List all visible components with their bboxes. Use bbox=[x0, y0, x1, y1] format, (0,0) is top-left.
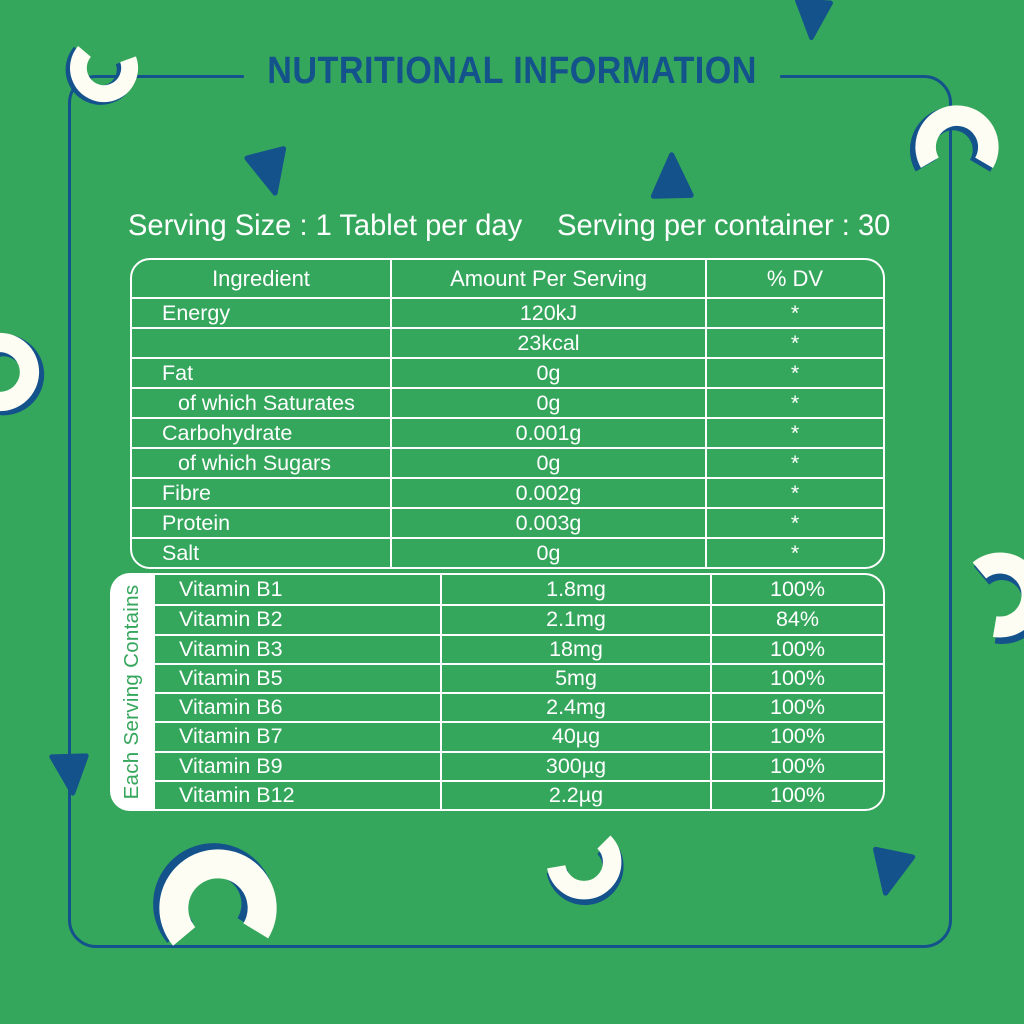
header-amount: Amount Per Serving bbox=[392, 260, 707, 297]
vitamin-name-cell: Vitamin B9 bbox=[155, 751, 442, 780]
vitamin-amount-cell: 2.2µg bbox=[442, 780, 712, 809]
amount-cell: 0g bbox=[392, 387, 707, 417]
each-serving-contains-strip bbox=[110, 573, 153, 811]
vitamin-amount-cell: 2.4mg bbox=[442, 692, 712, 721]
nutrition-table bbox=[130, 258, 885, 569]
ingredient-cell: of which Sugars bbox=[132, 447, 392, 477]
vitamin-dv-cell: 100% bbox=[712, 692, 883, 721]
vitamin-dv-cell: 100% bbox=[712, 780, 883, 809]
vitamin-dv-cell: 84% bbox=[712, 604, 883, 633]
amount-cell: 0.002g bbox=[392, 477, 707, 507]
ingredient-cell: Fat bbox=[132, 357, 392, 387]
vitamin-amount-cell: 40µg bbox=[442, 721, 712, 750]
vitamin-dv-cell: 100% bbox=[712, 721, 883, 750]
serving-container-label: Serving per container : 30 bbox=[557, 209, 891, 242]
vitamin-dv-cell: 100% bbox=[770, 577, 825, 602]
vitamin-amount-cell: 1.8mg bbox=[442, 575, 712, 604]
serving-size-label: Serving Size : 1 Tablet per day bbox=[128, 209, 523, 242]
vitamin-amount-cell: 2.1mg bbox=[442, 604, 712, 633]
dv-cell: * bbox=[707, 357, 883, 387]
dv-cell: * bbox=[707, 297, 883, 327]
each-serving-contains-label: Each Serving Contains bbox=[119, 584, 143, 800]
dv-cell: * bbox=[707, 447, 883, 477]
amount-cell: 0g bbox=[392, 357, 707, 387]
ingredient-cell: Salt bbox=[132, 537, 392, 567]
dv-cell: * bbox=[707, 327, 883, 357]
ingredient-cell: of which Saturates bbox=[132, 387, 392, 417]
ingredient-cell: Fibre bbox=[132, 477, 392, 507]
vitamin-amount-cell: 5mg bbox=[442, 663, 712, 692]
ingredient-cell: Protein bbox=[132, 507, 392, 537]
header-ingredient: Ingredient bbox=[132, 260, 392, 297]
vitamin-name-cell: Vitamin B12 bbox=[155, 780, 442, 809]
ingredient-cell bbox=[132, 327, 392, 357]
dv-cell: * bbox=[707, 417, 883, 447]
serving-info bbox=[128, 209, 933, 243]
amount-cell: 0g bbox=[392, 537, 707, 567]
amount-cell: 23kcal bbox=[392, 327, 707, 357]
vitamin-name-cell: Vitamin B6 bbox=[155, 692, 442, 721]
ingredient-cell: Energy bbox=[132, 297, 392, 327]
page-title-text: NUTRITIONAL INFORMATION bbox=[244, 50, 781, 93]
vitamin-table bbox=[153, 573, 885, 811]
page-title bbox=[0, 50, 1024, 93]
amount-cell: 0g bbox=[392, 447, 707, 477]
vitamin-dv-cell: 100% bbox=[712, 751, 883, 780]
vitamin-amount-cell: 18mg bbox=[442, 634, 712, 663]
dv-cell: * bbox=[707, 477, 883, 507]
dv-cell: * bbox=[707, 537, 883, 567]
vitamin-name-cell: Vitamin B5 bbox=[155, 663, 442, 692]
amount-cell: 0.003g bbox=[392, 507, 707, 537]
vitamin-name-cell: Vitamin B7 bbox=[155, 721, 442, 750]
vitamin-name-cell: Vitamin B3 bbox=[155, 634, 442, 663]
triangle-decoration bbox=[782, 0, 839, 46]
vitamin-name-cell: Vitamin B2 bbox=[155, 604, 442, 633]
ingredient-cell: Carbohydrate bbox=[132, 417, 392, 447]
vitamin-amount-cell: 300µg bbox=[442, 751, 712, 780]
vitamin-name-cell: Vitamin B1 bbox=[155, 575, 442, 604]
amount-cell: 120kJ bbox=[392, 297, 707, 327]
crescent-decoration bbox=[950, 545, 1024, 645]
header-dv: % DV bbox=[766, 265, 824, 291]
amount-cell: 0.001g bbox=[392, 417, 707, 447]
dv-cell: * bbox=[707, 387, 883, 417]
dv-cell: * bbox=[707, 507, 883, 537]
vitamin-dv-cell: 100% bbox=[712, 634, 883, 663]
crescent-decoration bbox=[0, 326, 46, 418]
vitamin-dv-cell: 100% bbox=[712, 663, 883, 692]
